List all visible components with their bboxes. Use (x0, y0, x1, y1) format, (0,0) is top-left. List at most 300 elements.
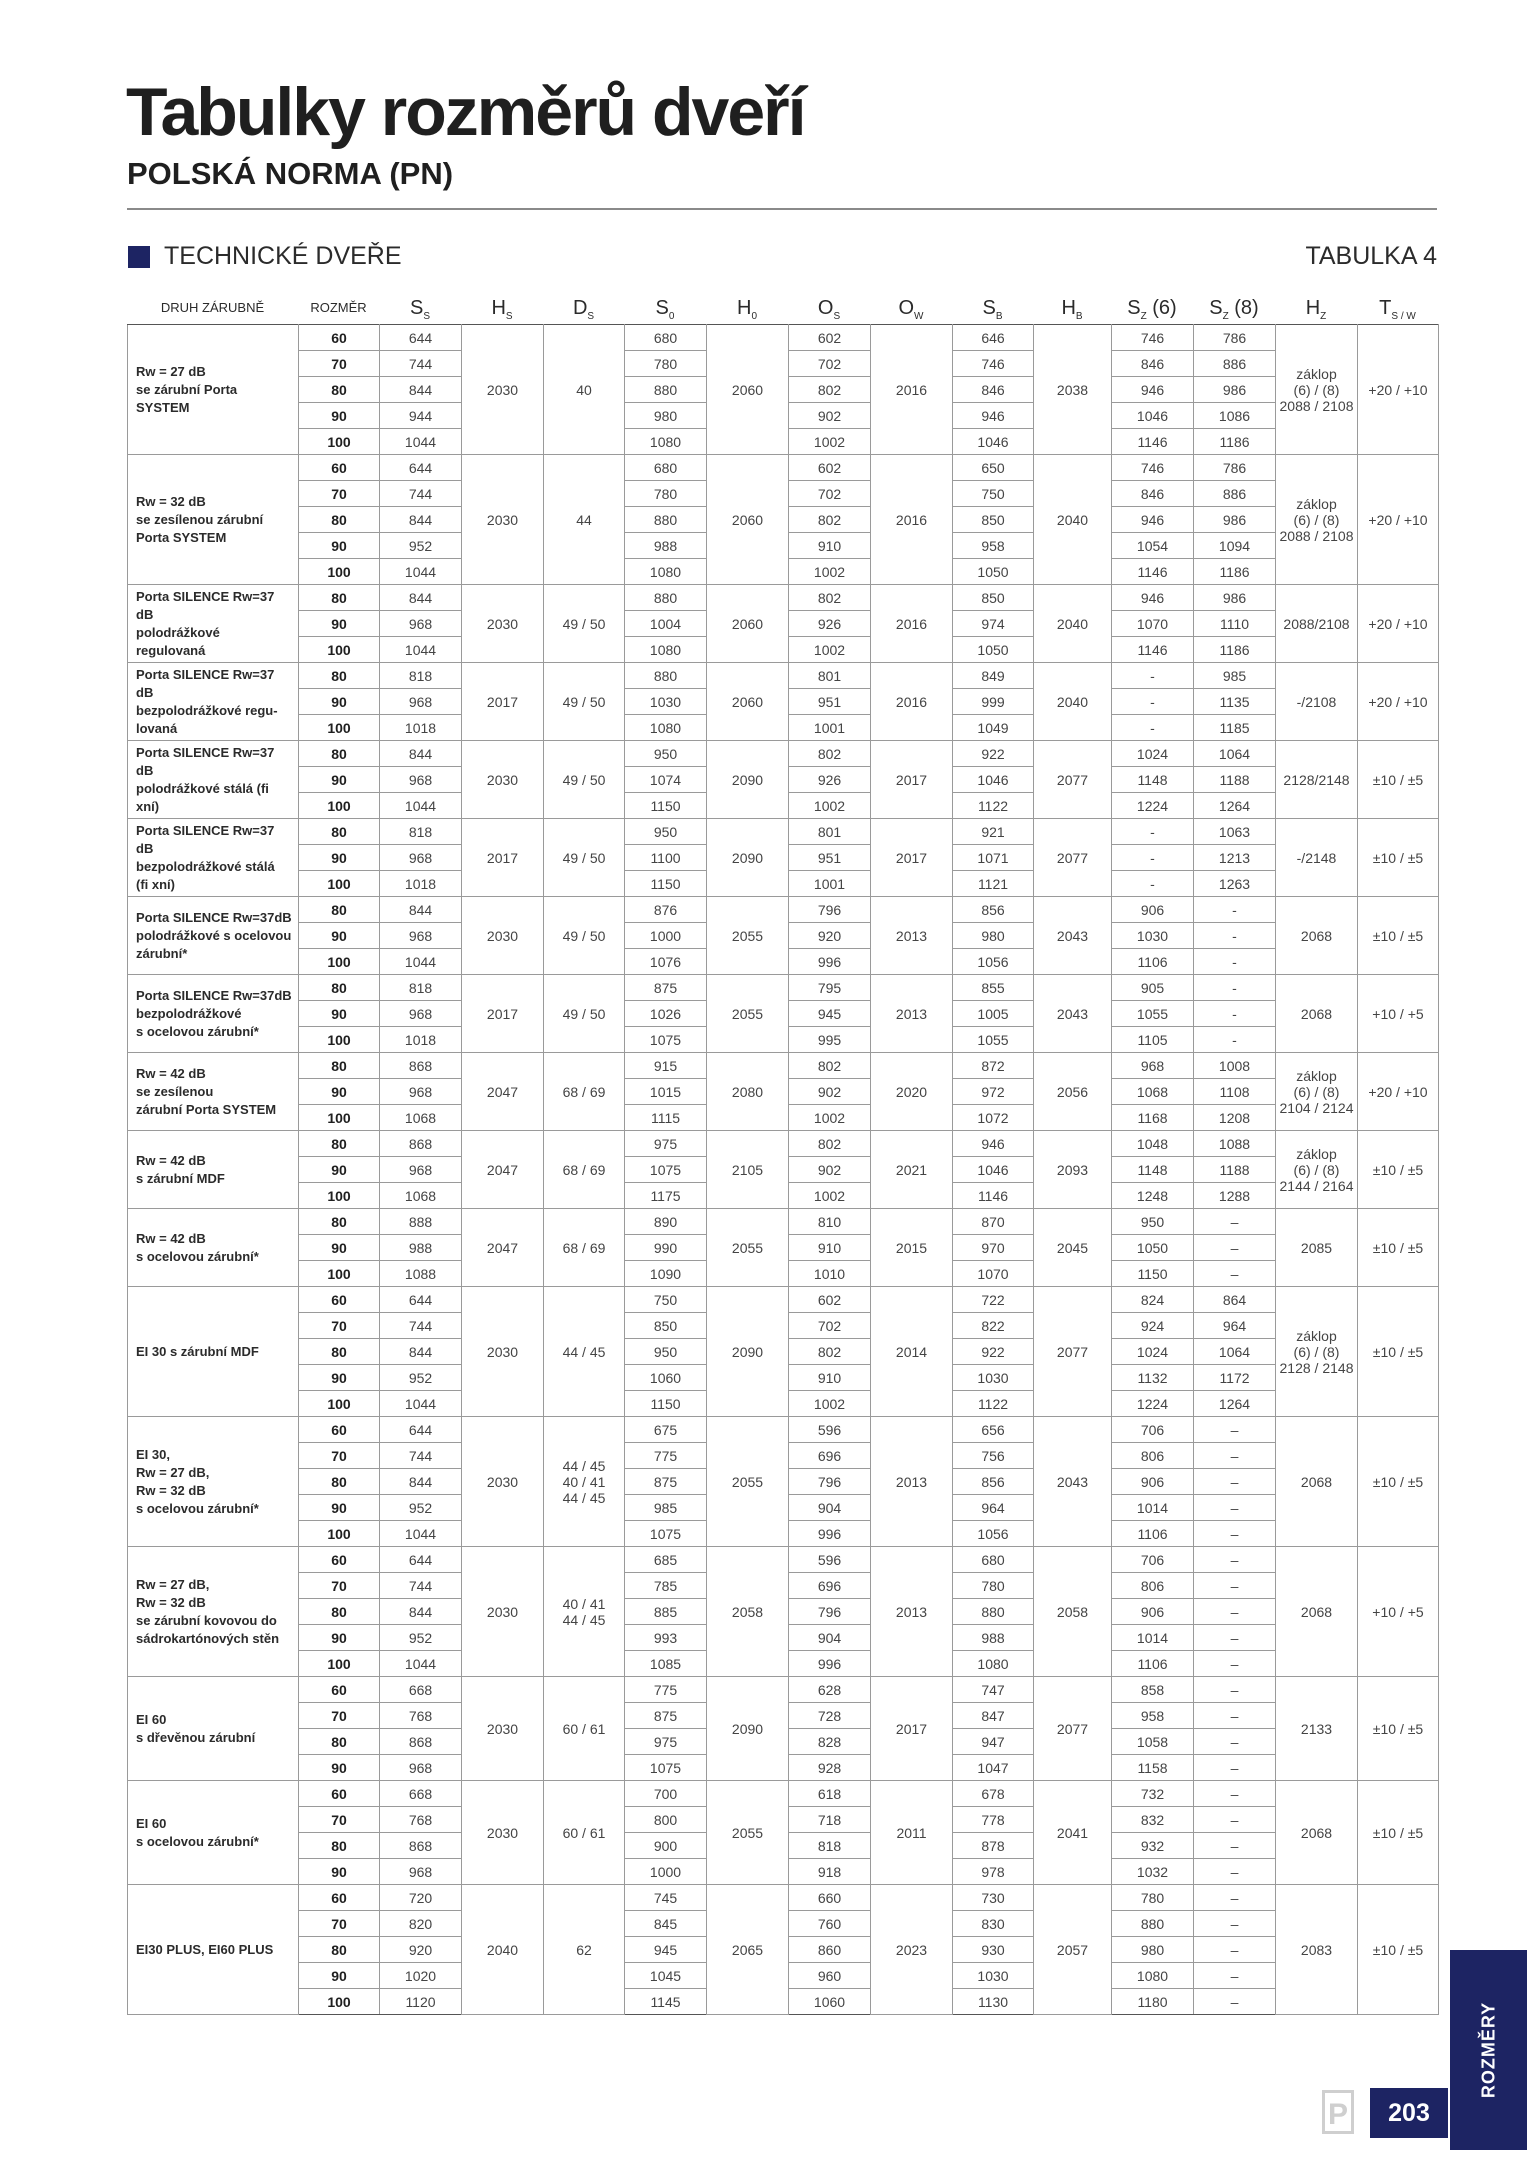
ss-cell: 968 (380, 689, 462, 715)
s0-cell: 993 (625, 1625, 707, 1651)
hs-cell: 2030 (462, 1417, 544, 1547)
ds-cell: 40 / 41 44 / 45 (544, 1547, 625, 1677)
ss-cell: 888 (380, 1209, 462, 1235)
sb-cell: 780 (953, 1573, 1034, 1599)
sz8-cell: - (1194, 923, 1276, 949)
sb-cell: 980 (953, 923, 1034, 949)
table-row (128, 1417, 1439, 1443)
title-divider (127, 208, 1437, 210)
sb-cell: 1122 (953, 1391, 1034, 1417)
size-cell: 60 (299, 1677, 380, 1703)
ow-cell: 2017 (871, 1677, 953, 1781)
os-cell: 1002 (789, 1391, 871, 1417)
door-type-cell: EI30 PLUS, EI60 PLUS (128, 1885, 299, 2015)
ss-cell: 644 (380, 1287, 462, 1313)
ss-cell: 1020 (380, 1963, 462, 1989)
sz8-cell: – (1194, 1235, 1276, 1261)
size-cell: 100 (299, 949, 380, 975)
hs-cell: 2047 (462, 1131, 544, 1209)
s0-cell: 700 (625, 1781, 707, 1807)
sb-cell: 872 (953, 1053, 1034, 1079)
sb-cell: 958 (953, 533, 1034, 559)
sb-cell: 1049 (953, 715, 1034, 741)
sb-cell: 846 (953, 377, 1034, 403)
os-cell: 628 (789, 1677, 871, 1703)
ow-cell: 2017 (871, 741, 953, 819)
sz6-cell: 846 (1112, 481, 1194, 507)
tsw-cell: ±10 / ±5 (1358, 1209, 1439, 1287)
ss-cell: 968 (380, 1755, 462, 1781)
os-cell: 702 (789, 351, 871, 377)
hz-cell: 2068 (1276, 1417, 1358, 1547)
os-cell: 796 (789, 897, 871, 923)
tsw-cell: +10 / +5 (1358, 1547, 1439, 1677)
sz8-cell: – (1194, 1651, 1276, 1677)
size-cell: 70 (299, 351, 380, 377)
hs-cell: 2047 (462, 1053, 544, 1131)
h0-cell: 2055 (707, 1781, 789, 1885)
size-cell: 100 (299, 1521, 380, 1547)
sz8-cell: 786 (1194, 455, 1276, 481)
sb-cell: 878 (953, 1833, 1034, 1859)
ss-cell: 968 (380, 1001, 462, 1027)
page-subtitle: POLSKÁ NORMA (PN) (127, 156, 454, 191)
ss-cell: 1044 (380, 949, 462, 975)
sz6-cell: 1032 (1112, 1859, 1194, 1885)
s0-cell: 675 (625, 1417, 707, 1443)
sb-cell: 746 (953, 351, 1034, 377)
hz-cell: 2083 (1276, 1885, 1358, 2015)
side-tab-rozmery (1450, 1950, 1527, 2150)
sz6-cell: 980 (1112, 1937, 1194, 1963)
ow-cell: 2023 (871, 1885, 953, 2015)
s0-cell: 1080 (625, 637, 707, 663)
tsw-cell: +20 / +10 (1358, 325, 1439, 455)
size-cell: 100 (299, 793, 380, 819)
hz-cell: -/2148 (1276, 819, 1358, 897)
size-cell: 90 (299, 1495, 380, 1521)
table-row (128, 1547, 1439, 1573)
size-cell: 90 (299, 923, 380, 949)
sz8-cell: – (1194, 1755, 1276, 1781)
size-cell: 100 (299, 1183, 380, 1209)
sz6-cell: 1224 (1112, 793, 1194, 819)
header-hb: $H_B$ (1061, 297, 1083, 322)
sz8-cell: 1186 (1194, 559, 1276, 585)
header-sz8: $S_Z$ (8) (1209, 297, 1259, 322)
s0-cell: 800 (625, 1807, 707, 1833)
sz8-cell: 1064 (1194, 741, 1276, 767)
os-cell: 910 (789, 1365, 871, 1391)
os-cell: 860 (789, 1937, 871, 1963)
sb-cell: 678 (953, 1781, 1034, 1807)
os-cell: 902 (789, 1157, 871, 1183)
sz6-cell: 1105 (1112, 1027, 1194, 1053)
sb-cell: 650 (953, 455, 1034, 481)
tsw-cell: ±10 / ±5 (1358, 741, 1439, 819)
os-cell: 696 (789, 1443, 871, 1469)
size-cell: 100 (299, 429, 380, 455)
ow-cell: 2013 (871, 897, 953, 975)
ss-cell: 1044 (380, 1391, 462, 1417)
ss-cell: 920 (380, 1937, 462, 1963)
size-cell: 90 (299, 1235, 380, 1261)
os-cell: 1002 (789, 637, 871, 663)
s0-cell: 875 (625, 1703, 707, 1729)
ow-cell: 2016 (871, 585, 953, 663)
ss-cell: 768 (380, 1807, 462, 1833)
hs-cell: 2030 (462, 455, 544, 585)
sz6-cell: 1106 (1112, 949, 1194, 975)
hb-cell: 2077 (1034, 741, 1112, 819)
size-cell: 90 (299, 1755, 380, 1781)
table-row (128, 975, 1439, 1001)
sz6-cell: 1146 (1112, 429, 1194, 455)
size-cell: 80 (299, 1729, 380, 1755)
ds-cell: 62 (544, 1885, 625, 2015)
sz6-cell: 880 (1112, 1911, 1194, 1937)
size-cell: 90 (299, 1365, 380, 1391)
ow-cell: 2015 (871, 1209, 953, 1287)
ss-cell: 868 (380, 1833, 462, 1859)
table-row (128, 663, 1439, 689)
sz6-cell: 1080 (1112, 1963, 1194, 1989)
sz8-cell: - (1194, 949, 1276, 975)
os-cell: 801 (789, 819, 871, 845)
sb-cell: 1046 (953, 429, 1034, 455)
table-body (128, 325, 1439, 2015)
os-cell: 618 (789, 1781, 871, 1807)
os-cell: 1060 (789, 1989, 871, 2015)
ss-cell: 1044 (380, 793, 462, 819)
ss-cell: 1044 (380, 429, 462, 455)
ds-cell: 40 (544, 325, 625, 455)
ds-cell: 49 / 50 (544, 897, 625, 975)
ss-cell: 744 (380, 351, 462, 377)
ss-cell: 868 (380, 1053, 462, 1079)
os-cell: 810 (789, 1209, 871, 1235)
hs-cell: 2030 (462, 1677, 544, 1781)
tsw-cell: +20 / +10 (1358, 663, 1439, 741)
page-title: Tabulky rozměrů dveří (126, 74, 805, 150)
sz6-cell: 824 (1112, 1287, 1194, 1313)
s0-cell: 945 (625, 1937, 707, 1963)
size-cell: 90 (299, 1625, 380, 1651)
sz8-cell: 1172 (1194, 1365, 1276, 1391)
sb-cell: 1055 (953, 1027, 1034, 1053)
door-type-cell: Porta SILENCE Rw=37 dB polodrážkové stálá (fi xní) (128, 741, 299, 819)
h0-cell: 2090 (707, 1677, 789, 1781)
s0-cell: 1090 (625, 1261, 707, 1287)
sz8-cell: 864 (1194, 1287, 1276, 1313)
s0-cell: 850 (625, 1313, 707, 1339)
sz8-cell: 985 (1194, 663, 1276, 689)
sz8-cell: 1088 (1194, 1131, 1276, 1157)
s0-cell: 1145 (625, 1989, 707, 2015)
hb-cell: 2040 (1034, 455, 1112, 585)
sz8-cell: 964 (1194, 1313, 1276, 1339)
size-cell: 60 (299, 455, 380, 481)
hb-cell: 2043 (1034, 975, 1112, 1053)
hb-cell: 2057 (1034, 1885, 1112, 2015)
size-cell: 80 (299, 1833, 380, 1859)
size-cell: 80 (299, 663, 380, 689)
tsw-cell: +10 / +5 (1358, 975, 1439, 1053)
s0-cell: 1100 (625, 845, 707, 871)
hb-cell: 2038 (1034, 325, 1112, 455)
tsw-cell: ±10 / ±5 (1358, 1417, 1439, 1547)
s0-cell: 885 (625, 1599, 707, 1625)
sb-cell: 1122 (953, 793, 1034, 819)
sz8-cell: – (1194, 1261, 1276, 1287)
sz6-cell: 946 (1112, 507, 1194, 533)
ss-cell: 1120 (380, 1989, 462, 2015)
size-cell: 100 (299, 1391, 380, 1417)
tsw-cell: ±10 / ±5 (1358, 1131, 1439, 1209)
sz8-cell: 1008 (1194, 1053, 1276, 1079)
size-cell: 80 (299, 1053, 380, 1079)
ds-cell: 49 / 50 (544, 663, 625, 741)
os-cell: 828 (789, 1729, 871, 1755)
s0-cell: 1080 (625, 715, 707, 741)
door-type-cell: Rw = 27 dB, Rw = 32 dB se zárubní kovovou do sádrokartónových stěn (128, 1547, 299, 1677)
ow-cell: 2014 (871, 1287, 953, 1417)
size-cell: 70 (299, 1443, 380, 1469)
sz6-cell: 706 (1112, 1417, 1194, 1443)
sb-cell: 850 (953, 507, 1034, 533)
sb-cell: 972 (953, 1079, 1034, 1105)
os-cell: 1002 (789, 793, 871, 819)
ss-cell: 1044 (380, 1521, 462, 1547)
s0-cell: 680 (625, 325, 707, 351)
sz6-cell: 732 (1112, 1781, 1194, 1807)
hz-cell: záklop (6) / (8) 2088 / 2108 (1276, 325, 1358, 455)
h0-cell: 2090 (707, 741, 789, 819)
size-cell: 60 (299, 1547, 380, 1573)
sz8-cell: - (1194, 897, 1276, 923)
os-cell: 996 (789, 1521, 871, 1547)
s0-cell: 980 (625, 403, 707, 429)
sb-cell: 946 (953, 1131, 1034, 1157)
size-cell: 80 (299, 1131, 380, 1157)
os-cell: 696 (789, 1573, 871, 1599)
ow-cell: 2011 (871, 1781, 953, 1885)
sz8-cell: – (1194, 1573, 1276, 1599)
h0-cell: 2055 (707, 1417, 789, 1547)
sz8-cell: – (1194, 1807, 1276, 1833)
sz8-cell: – (1194, 1729, 1276, 1755)
os-cell: 945 (789, 1001, 871, 1027)
table-header-row (127, 292, 1438, 324)
sz6-cell: 746 (1112, 325, 1194, 351)
sz8-cell: – (1194, 1495, 1276, 1521)
sz6-cell: - (1112, 689, 1194, 715)
os-cell: 1010 (789, 1261, 871, 1287)
size-cell: 70 (299, 1703, 380, 1729)
os-cell: 596 (789, 1547, 871, 1573)
os-cell: 918 (789, 1859, 871, 1885)
size-cell: 80 (299, 1469, 380, 1495)
hb-cell: 2077 (1034, 1677, 1112, 1781)
ss-cell: 644 (380, 455, 462, 481)
sb-cell: 999 (953, 689, 1034, 715)
size-cell: 90 (299, 533, 380, 559)
sz8-cell: – (1194, 1469, 1276, 1495)
size-cell: 80 (299, 507, 380, 533)
ss-cell: 820 (380, 1911, 462, 1937)
hs-cell: 2030 (462, 325, 544, 455)
size-cell: 70 (299, 481, 380, 507)
ss-cell: 968 (380, 767, 462, 793)
os-cell: 802 (789, 1053, 871, 1079)
table-row (128, 897, 1439, 923)
sz8-cell: 1288 (1194, 1183, 1276, 1209)
ss-cell: 818 (380, 663, 462, 689)
hb-cell: 2077 (1034, 819, 1112, 897)
sz8-cell: 1110 (1194, 611, 1276, 637)
ss-cell: 968 (380, 1079, 462, 1105)
ss-cell: 1068 (380, 1183, 462, 1209)
ss-cell: 968 (380, 1859, 462, 1885)
hz-cell: záklop (6) / (8) 2088 / 2108 (1276, 455, 1358, 585)
sz8-cell: 1063 (1194, 819, 1276, 845)
ds-cell: 49 / 50 (544, 975, 625, 1053)
s0-cell: 876 (625, 897, 707, 923)
sb-cell: 849 (953, 663, 1034, 689)
sz6-cell: 1148 (1112, 767, 1194, 793)
door-type-cell: Rw = 42 dB se zesílenou zárubní Porta SYSTEM (128, 1053, 299, 1131)
size-cell: 90 (299, 767, 380, 793)
s0-cell: 880 (625, 507, 707, 533)
page-number: 203 (1370, 2088, 1448, 2138)
h0-cell: 2080 (707, 1053, 789, 1131)
door-dimensions-table (127, 324, 1439, 2015)
os-cell: 1002 (789, 1105, 871, 1131)
hs-cell: 2017 (462, 663, 544, 741)
table-row (128, 1209, 1439, 1235)
sz8-cell: 1264 (1194, 1391, 1276, 1417)
sz8-cell: 1263 (1194, 871, 1276, 897)
sz6-cell: - (1112, 715, 1194, 741)
size-cell: 100 (299, 1261, 380, 1287)
sb-cell: 646 (953, 325, 1034, 351)
ss-cell: 844 (380, 1339, 462, 1365)
sz8-cell: – (1194, 1599, 1276, 1625)
header-ow: $O_W$ (898, 297, 924, 322)
sb-cell: 930 (953, 1937, 1034, 1963)
os-cell: 596 (789, 1417, 871, 1443)
sb-cell: 974 (953, 611, 1034, 637)
ss-cell: 1068 (380, 1105, 462, 1131)
sz8-cell: 1188 (1194, 1157, 1276, 1183)
size-cell: 90 (299, 1859, 380, 1885)
os-cell: 902 (789, 1079, 871, 1105)
s0-cell: 845 (625, 1911, 707, 1937)
os-cell: 796 (789, 1599, 871, 1625)
sz8-cell: 1186 (1194, 637, 1276, 663)
sb-cell: 756 (953, 1443, 1034, 1469)
table-row (128, 1885, 1439, 1911)
hz-cell: záklop (6) / (8) 2128 / 2148 (1276, 1287, 1358, 1417)
sz6-cell: 946 (1112, 585, 1194, 611)
door-type-cell: EI 30, Rw = 27 dB, Rw = 32 dB s ocelovou zárubní* (128, 1417, 299, 1547)
sb-cell: 1050 (953, 559, 1034, 585)
size-cell: 80 (299, 975, 380, 1001)
hs-cell: 2030 (462, 1547, 544, 1677)
ss-cell: 988 (380, 1235, 462, 1261)
hb-cell: 2077 (1034, 1287, 1112, 1417)
sz6-cell: 1248 (1112, 1183, 1194, 1209)
h0-cell: 2060 (707, 325, 789, 455)
hz-cell: -/2108 (1276, 663, 1358, 741)
s0-cell: 780 (625, 481, 707, 507)
ds-cell: 68 / 69 (544, 1131, 625, 1209)
sz8-cell: 1213 (1194, 845, 1276, 871)
hs-cell: 2030 (462, 1781, 544, 1885)
s0-cell: 1085 (625, 1651, 707, 1677)
h0-cell: 2055 (707, 1209, 789, 1287)
s0-cell: 875 (625, 1469, 707, 1495)
sz6-cell: 1168 (1112, 1105, 1194, 1131)
ow-cell: 2020 (871, 1053, 953, 1131)
sb-cell: 730 (953, 1885, 1034, 1911)
sz8-cell: - (1194, 1027, 1276, 1053)
ss-cell: 644 (380, 1417, 462, 1443)
ss-cell: 844 (380, 1599, 462, 1625)
s0-cell: 1080 (625, 559, 707, 585)
ds-cell: 44 / 45 (544, 1287, 625, 1417)
door-type-cell: Rw = 42 dB s ocelovou zárubní* (128, 1209, 299, 1287)
os-cell: 902 (789, 403, 871, 429)
ds-cell: 60 / 61 (544, 1677, 625, 1781)
s0-cell: 880 (625, 585, 707, 611)
ss-cell: 744 (380, 1573, 462, 1599)
hz-cell: 2088/2108 (1276, 585, 1358, 663)
hs-cell: 2040 (462, 1885, 544, 2015)
h0-cell: 2065 (707, 1885, 789, 2015)
sz8-cell: 886 (1194, 481, 1276, 507)
sz8-cell: – (1194, 1209, 1276, 1235)
sb-cell: 970 (953, 1235, 1034, 1261)
door-type-cell: EI 60 s ocelovou zárubní* (128, 1781, 299, 1885)
table-row (128, 1781, 1439, 1807)
sz6-cell: 832 (1112, 1807, 1194, 1833)
ds-cell: 68 / 69 (544, 1209, 625, 1287)
sb-cell: 1130 (953, 1989, 1034, 2015)
s0-cell: 1076 (625, 949, 707, 975)
hb-cell: 2043 (1034, 1417, 1112, 1547)
sz6-cell: 1024 (1112, 741, 1194, 767)
hs-cell: 2017 (462, 975, 544, 1053)
size-cell: 70 (299, 1313, 380, 1339)
ds-cell: 60 / 61 (544, 1781, 625, 1885)
ss-cell: 968 (380, 1157, 462, 1183)
sz6-cell: 968 (1112, 1053, 1194, 1079)
os-cell: 718 (789, 1807, 871, 1833)
s0-cell: 775 (625, 1443, 707, 1469)
tsw-cell: +20 / +10 (1358, 585, 1439, 663)
os-cell: 795 (789, 975, 871, 1001)
door-type-cell: Rw = 27 dB se zárubní Porta SYSTEM (128, 325, 299, 455)
sb-cell: 978 (953, 1859, 1034, 1885)
ss-cell: 844 (380, 741, 462, 767)
os-cell: 951 (789, 689, 871, 715)
sz6-cell: 1070 (1112, 611, 1194, 637)
s0-cell: 950 (625, 819, 707, 845)
ow-cell: 2013 (871, 975, 953, 1053)
size-cell: 90 (299, 845, 380, 871)
sb-cell: 870 (953, 1209, 1034, 1235)
